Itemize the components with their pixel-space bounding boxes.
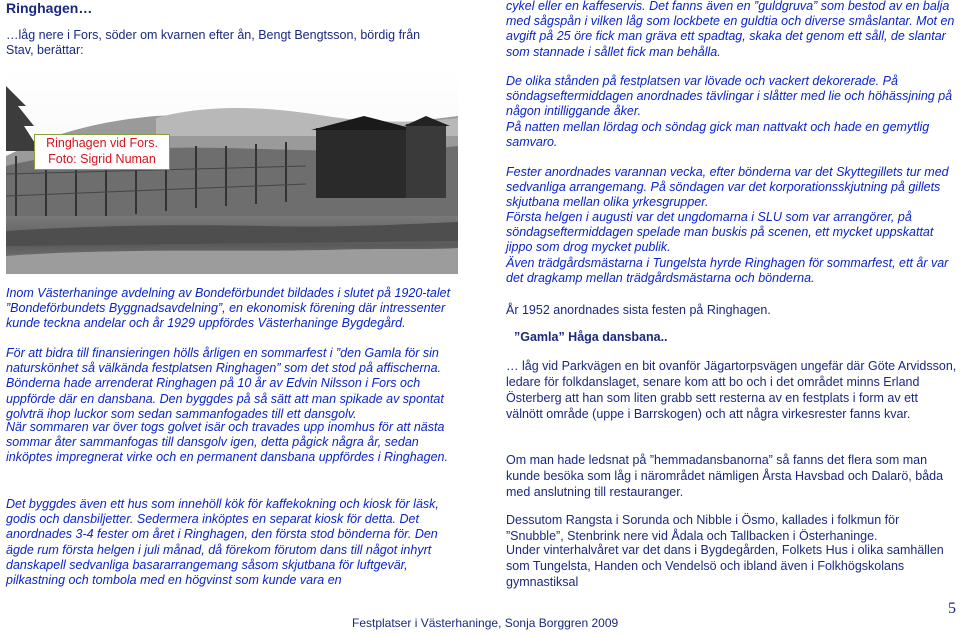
- right-paragraph-6: Även trädgårdsmästarna i Tungelsta hyrde Ringhagen för sommarfest, ett år var det dragkamp mellan trädgårdsmästarna och bönderna.: [506, 256, 949, 286]
- right-paragraph-2: De olika stånden på festplatsen var lövade och vackert dekorerade. På söndagseftermiddagen anordnades tävlingar i slåtter med lie och höhässjning på någon intilliggande åker.: [506, 74, 953, 119]
- section-heading-haga: ”Gamla” Håga dansbana..: [514, 330, 668, 344]
- right-paragraph-10: Dessutom Rangsta i Sorunda och Nibble i Ösmo, kallades i folkmun för ”Snubble”, Stenbrink nere vid Ådala och Tallbacken i Österhaninge.: [506, 513, 900, 543]
- photo-caption-line2: Foto: Sigrid Numan: [48, 151, 156, 166]
- left-paragraph-3: När sommaren var över togs golvet isär och travades upp inomhus för att nästa sommar åter sammanfogas till dansgolv igen, detta pågick några år, sedan inköptes impregnerat virke och en permanent dansbana uppfördes i Ringhagen.: [6, 420, 448, 465]
- page-number: 5: [948, 600, 956, 617]
- right-paragraph-11: Under vinterhalvåret var det dans i Bygdegården, Folkets Hus i olika samhällen som Tungelsta, Handen och Vendelsö och ibland även i Folkhögskolans gymnastiksal: [506, 543, 944, 589]
- photo-caption: [34, 134, 170, 170]
- right-paragraph-7: År 1952 anordnades sista festen på Ringhagen.: [506, 303, 771, 317]
- left-paragraph-1: Inom Västerhaninge avdelning av Bondeförbundet bildades i slutet på 1920-talet ”Bondeförbundets Byggnadsavdelning”, en ekonomisk förening där intressenter kunde teckna andelar och år 1929 uppfördes Västerhaninge Bygdegård.: [6, 286, 451, 331]
- right-paragraph-4: Fester anordnades varannan vecka, efter bönderna var det Skyttegillets tur med sedvanliga arrangemang. På söndagen var det korporationsskjutning på gillets skjutbana mellan olika yrkesgrupper.: [506, 165, 949, 210]
- right-paragraph-9: Om man hade ledsnat på ”hemmadansbanorna” så fanns det flera som man kunde besöka som låg i närområdet nämligen Årsta Havsbad och Dalarö, båda med anslutning till restauranger.: [506, 453, 944, 499]
- page-title: Ringhagen…: [6, 0, 93, 16]
- right-paragraph-5: Första helgen i augusti var det ungdomarna i SLU som var arrangörer, på söndagseftermiddagen spelade man buskis på scenen, ett mycket uppskattat jippo som drog mycket publik.: [506, 210, 934, 255]
- left-paragraph-4: Det byggdes även ett hus som innehöll kök för kaffekokning och kiosk för läsk, godis och dansbiljetter. Sedermera inköptes en separat kiosk för detta. Det anordnades 3-4 fester om året i Ringhagen, den första stod bönderna för. Den ägde rum första helgen i juli månad, då förekom förutom dans till något inhyrt danskapell sedvanliga basararrangemang såsom skjutbana för luftgevär, pilkastning och tombola med en högvinst som kunde vara en: [6, 497, 439, 588]
- page-footer: Festplatser i Västerhaninge, Sonja Borggren 2009: [352, 616, 619, 630]
- right-paragraph-3: På natten mellan lördag och söndag gick man nattvakt och hade en gemytlig samvaro.: [506, 120, 930, 150]
- photo-caption-line1: Ringhagen vid Fors.: [46, 136, 158, 150]
- left-paragraph-2: För att bidra till finansieringen hölls årligen en sommarfest i ”den Gamla för sin naturskönhet så välkända festplatsen Ringhagen” som det stod på affischerna. Bönderna hade arrenderat Ringhagen på 10 år av Edvin Nilsson i Fors och uppförde där en dansbana. Den byggdes på så sätt att man spikade av spontat golvträ ihop luckor som sedan sammanfogades till ett dansgolv.: [6, 346, 444, 421]
- ringhagen-photo: [6, 66, 458, 274]
- right-paragraph-8: … låg vid Parkvägen en bit ovanför Jägartorpsvägen ungefär där Göte Arvidsson, ledare för folkdanslaget, senare kom att bo och i det området minns Erland Österberg att han som liten grabb sett resterna av en festplats i form av ett välnött område (uppe i Barrskogen) och att några virkesrester fanns kvar.: [506, 359, 957, 421]
- right-paragraph-1: cykel eller en kaffeservis. Det fanns även en ”guldgruva” som bestod av en balja med sågspån i vilken låg som lockbete en guldtia och diverse småslantar. Mot en avgift på 25 öre fick man gräva ett spadtag, skaka det genom ett såll, de slantar som stannade i sållet fick man behålla.: [506, 0, 955, 59]
- photo-image: [6, 66, 458, 274]
- intro-text: …låg nere i Fors, söder om kvarnen efter ån, Bengt Bengtsson, bördig från Stav, berättar:: [6, 28, 421, 57]
